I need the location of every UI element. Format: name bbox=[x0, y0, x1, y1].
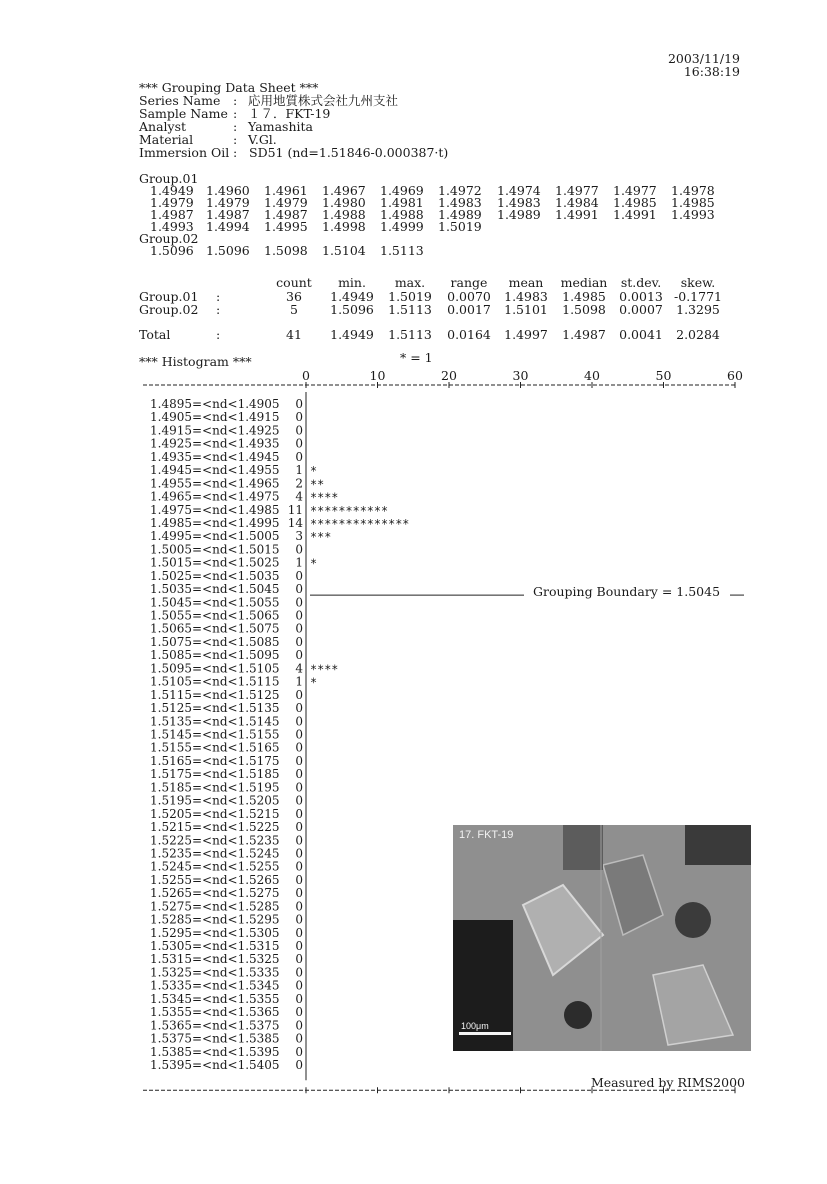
photo-texture bbox=[453, 825, 751, 1051]
bin-label: 1.5065=<nd<1.5075 bbox=[150, 621, 280, 636]
bin-count: 0 bbox=[295, 1005, 303, 1020]
bin-count: 0 bbox=[295, 939, 303, 954]
meta-colon: : bbox=[233, 106, 238, 121]
stats-cell: 0.0070 bbox=[447, 289, 491, 304]
stats-cell: 1.3295 bbox=[676, 302, 720, 317]
histogram-bar: *********** bbox=[310, 503, 389, 518]
report-date: 2003/11/19 bbox=[667, 51, 740, 66]
stats-cell: 0.0017 bbox=[447, 302, 491, 317]
bin-count: 0 bbox=[295, 1031, 303, 1046]
histogram-bar: * bbox=[310, 464, 318, 479]
bin-count: 4 bbox=[295, 661, 303, 676]
x-tick-label: 10 bbox=[369, 368, 386, 383]
bin-label: 1.5245=<nd<1.5255 bbox=[150, 859, 280, 874]
stats-cell: 2.0284 bbox=[676, 327, 720, 342]
bin-label: 1.5355=<nd<1.5365 bbox=[150, 1005, 280, 1020]
bin-label: 1.5275=<nd<1.5285 bbox=[150, 899, 280, 914]
bin-label: 1.5105=<nd<1.5115 bbox=[150, 674, 280, 689]
stats-cell: 1.4987 bbox=[562, 327, 606, 342]
bin-label: 1.5205=<nd<1.5215 bbox=[150, 806, 280, 821]
bin-count: 0 bbox=[295, 542, 303, 557]
stats-header: st.dev. bbox=[620, 275, 662, 290]
group-value: 1.4988 bbox=[322, 207, 366, 222]
bin-count: 0 bbox=[295, 753, 303, 768]
stats-cell: 0.0007 bbox=[619, 302, 663, 317]
group-value: 1.4985 bbox=[671, 195, 715, 210]
bin-count: 0 bbox=[295, 925, 303, 940]
bin-count: 0 bbox=[295, 727, 303, 742]
stats-cell: 1.5101 bbox=[504, 302, 548, 317]
bin-count: 0 bbox=[295, 648, 303, 663]
stats-cell: 1.5098 bbox=[562, 302, 606, 317]
bin-label: 1.5195=<nd<1.5205 bbox=[150, 793, 280, 808]
bin-label: 1.4895=<nd<1.4905 bbox=[150, 397, 280, 411]
stats-cell: 1.5113 bbox=[388, 327, 432, 342]
group-value: 1.4999 bbox=[380, 219, 424, 234]
bin-count: 14 bbox=[287, 515, 303, 530]
bin-count: 0 bbox=[295, 1044, 303, 1059]
stats-cell: 1.4949 bbox=[330, 289, 374, 304]
x-tick-label: 0 bbox=[302, 368, 310, 383]
group-value: 1.5019 bbox=[438, 219, 482, 234]
group-name: Group.02 bbox=[139, 231, 199, 246]
group-value: 1.4972 bbox=[438, 183, 482, 198]
bin-label: 1.5115=<nd<1.5125 bbox=[150, 687, 280, 702]
group-value: 1.4979 bbox=[264, 195, 308, 210]
bin-label: 1.5375=<nd<1.5385 bbox=[150, 1031, 280, 1046]
bin-count: 0 bbox=[295, 820, 303, 835]
bin-label: 1.4975=<nd<1.4985 bbox=[150, 502, 280, 517]
x-tick-label: 40 bbox=[584, 368, 600, 383]
meta-colon: : bbox=[233, 132, 238, 147]
stats-cell: 1.4985 bbox=[562, 289, 606, 304]
stats-row-sep: : bbox=[216, 327, 221, 342]
stats-row-sep: : bbox=[216, 302, 221, 317]
x-tick-label: 30 bbox=[512, 368, 529, 383]
group-value: 1.4979 bbox=[206, 195, 250, 210]
stats-header: count bbox=[276, 275, 312, 290]
bin-label: 1.4905=<nd<1.4915 bbox=[150, 410, 280, 425]
stats-cell: 0.0041 bbox=[619, 327, 663, 342]
meta-label: Series Name bbox=[139, 93, 221, 108]
bin-label: 1.5215=<nd<1.5225 bbox=[150, 820, 280, 835]
group-value: 1.5113 bbox=[380, 243, 424, 258]
stats-row-sep: : bbox=[216, 289, 221, 304]
group-value: 1.4977 bbox=[613, 183, 657, 198]
group-value: 1.4983 bbox=[438, 195, 482, 210]
stats-cell: 1.4983 bbox=[504, 289, 548, 304]
group-value: 1.5098 bbox=[264, 243, 308, 258]
stats-cell: 36 bbox=[286, 289, 302, 304]
group-value: 1.4985 bbox=[613, 195, 657, 210]
bin-label: 1.5095=<nd<1.5105 bbox=[150, 661, 280, 676]
meta-value: 応用地質株式会社九州支社 bbox=[248, 93, 399, 108]
bin-count: 0 bbox=[295, 582, 303, 597]
stats-header: range bbox=[450, 275, 488, 290]
group-value: 1.5104 bbox=[322, 243, 366, 258]
meta-colon: : bbox=[233, 119, 238, 134]
bin-count: 2 bbox=[295, 476, 303, 491]
bin-label: 1.5335=<nd<1.5345 bbox=[150, 978, 280, 993]
bin-label: 1.5255=<nd<1.5265 bbox=[150, 872, 280, 887]
stats-row-label: Total bbox=[139, 327, 171, 342]
group-value: 1.5096 bbox=[206, 243, 250, 258]
bin-count: 11 bbox=[287, 502, 303, 517]
bin-count: 0 bbox=[295, 701, 303, 716]
bin-label: 1.5285=<nd<1.5295 bbox=[150, 912, 280, 927]
stats-header: mean bbox=[508, 275, 544, 290]
bin-count: 0 bbox=[295, 806, 303, 821]
bin-label: 1.5035=<nd<1.5045 bbox=[150, 582, 280, 597]
group-value: 1.4991 bbox=[613, 207, 657, 222]
group-value: 1.4983 bbox=[497, 195, 541, 210]
group-value: 1.4987 bbox=[264, 207, 308, 222]
histogram-bar: **** bbox=[310, 490, 339, 505]
bin-label: 1.5025=<nd<1.5035 bbox=[150, 568, 280, 583]
bin-label: 1.5185=<nd<1.5195 bbox=[150, 780, 280, 795]
bin-count: 0 bbox=[295, 965, 303, 980]
bin-count: 0 bbox=[295, 991, 303, 1006]
group-value: 1.4969 bbox=[380, 183, 424, 198]
bin-count: 0 bbox=[295, 687, 303, 702]
bin-label: 1.5165=<nd<1.5175 bbox=[150, 753, 280, 768]
bin-label: 1.5305=<nd<1.5315 bbox=[150, 939, 280, 954]
bin-count: 0 bbox=[295, 595, 303, 610]
bin-label: 1.5125=<nd<1.5135 bbox=[150, 701, 280, 716]
bin-label: 1.5295=<nd<1.5305 bbox=[150, 925, 280, 940]
sheet-title: *** Grouping Data Sheet *** bbox=[139, 80, 319, 95]
bin-label: 1.5385=<nd<1.5395 bbox=[150, 1044, 280, 1059]
scale-bar-label: 100μm bbox=[461, 1021, 489, 1031]
stats-row-label: Group.01 bbox=[139, 289, 199, 304]
stats-cell: 5 bbox=[290, 302, 298, 317]
histogram-bar: ** bbox=[310, 477, 325, 492]
meta-label: Sample Name bbox=[139, 106, 228, 121]
stats-header: median bbox=[560, 275, 608, 290]
scale-note: * = 1 bbox=[400, 350, 433, 365]
bin-label: 1.5315=<nd<1.5325 bbox=[150, 952, 280, 967]
histogram-bar: * bbox=[310, 675, 318, 690]
bin-count: 0 bbox=[295, 1058, 303, 1072]
group-value: 1.4961 bbox=[264, 183, 308, 198]
bin-count: 0 bbox=[295, 780, 303, 795]
stats-cell: -0.1771 bbox=[674, 289, 722, 304]
bin-label: 1.5055=<nd<1.5065 bbox=[150, 608, 280, 623]
bin-count: 1 bbox=[295, 674, 303, 689]
bin-label: 1.5135=<nd<1.5145 bbox=[150, 714, 280, 729]
stats-cell: 1.4949 bbox=[330, 327, 374, 342]
bin-label: 1.4935=<nd<1.4945 bbox=[150, 449, 280, 464]
bin-count: 0 bbox=[295, 1018, 303, 1033]
bin-count: 0 bbox=[295, 833, 303, 848]
bin-label: 1.5145=<nd<1.5155 bbox=[150, 727, 280, 742]
group-value: 1.4998 bbox=[322, 219, 366, 234]
bin-label: 1.4945=<nd<1.4955 bbox=[150, 463, 280, 478]
bin-count: 0 bbox=[295, 952, 303, 967]
bin-count: 0 bbox=[295, 872, 303, 887]
bin-label: 1.5395=<nd<1.5405 bbox=[150, 1058, 280, 1072]
group-value: 1.4987 bbox=[206, 207, 250, 222]
scale-bar bbox=[459, 1032, 511, 1035]
footer-note: Measured by RIMS2000 bbox=[590, 1075, 745, 1090]
group-value: 1.4994 bbox=[206, 219, 250, 234]
group-value: 1.4960 bbox=[206, 183, 250, 198]
meta-value: Yamashita bbox=[248, 119, 313, 134]
histogram-bar: * bbox=[310, 556, 318, 571]
bin-label: 1.5005=<nd<1.5015 bbox=[150, 542, 280, 557]
group-value: 1.4993 bbox=[671, 207, 715, 222]
group-value: 1.4977 bbox=[555, 183, 599, 198]
histogram-title: *** Histogram *** bbox=[139, 354, 252, 369]
report-time: 16:38:19 bbox=[683, 64, 740, 79]
bin-count: 0 bbox=[295, 568, 303, 583]
bin-count: 0 bbox=[295, 714, 303, 729]
stats-header: skew. bbox=[680, 275, 716, 290]
meta-label: Immersion Oil bbox=[139, 145, 230, 160]
bin-label: 1.5045=<nd<1.5055 bbox=[150, 595, 280, 610]
stats-cell: 1.4997 bbox=[504, 327, 548, 342]
bin-label: 1.5085=<nd<1.5095 bbox=[150, 648, 280, 663]
x-tick-label: 60 bbox=[727, 368, 743, 383]
x-tick-label: 20 bbox=[441, 368, 457, 383]
histogram-bar: *** bbox=[310, 530, 332, 545]
bin-count: 4 bbox=[295, 489, 303, 504]
bin-label: 1.4915=<nd<1.4925 bbox=[150, 423, 280, 438]
histogram-bar: **** bbox=[310, 662, 339, 677]
bin-count: 0 bbox=[295, 846, 303, 861]
bin-count: 3 bbox=[295, 529, 303, 544]
bin-count: 0 bbox=[295, 740, 303, 755]
meta-colon: : bbox=[233, 93, 238, 108]
stats-cell: 1.5019 bbox=[388, 289, 432, 304]
group-value: 1.4967 bbox=[322, 183, 366, 198]
stats-header: min. bbox=[338, 275, 366, 290]
bin-label: 1.4985=<nd<1.4995 bbox=[150, 515, 280, 530]
meta-label: Analyst bbox=[139, 119, 187, 134]
grouping-boundary-label: Grouping Boundary = 1.5045 bbox=[533, 584, 721, 600]
bin-count: 0 bbox=[295, 899, 303, 914]
bin-count: 0 bbox=[295, 912, 303, 927]
bin-count: 0 bbox=[295, 621, 303, 636]
group-value: 1.4949 bbox=[150, 183, 194, 198]
group-value: 1.4974 bbox=[497, 183, 541, 198]
meta-value: SD51 (nd=1.51846-0.000387·t) bbox=[249, 145, 449, 160]
bin-count: 0 bbox=[295, 410, 303, 425]
bin-count: 0 bbox=[295, 859, 303, 874]
bin-label: 1.5155=<nd<1.5165 bbox=[150, 740, 280, 755]
meta-value: １７．FKT-19 bbox=[248, 106, 331, 121]
stats-cell: 0.0013 bbox=[619, 289, 663, 304]
bin-count: 0 bbox=[295, 423, 303, 438]
group-value: 1.4981 bbox=[380, 195, 424, 210]
group-value: 1.4991 bbox=[555, 207, 599, 222]
bin-label: 1.5015=<nd<1.5025 bbox=[150, 555, 280, 570]
bin-count: 0 bbox=[295, 397, 303, 411]
bin-label: 1.5265=<nd<1.5275 bbox=[150, 886, 280, 901]
bin-count: 1 bbox=[295, 555, 303, 570]
bin-label: 1.5345=<nd<1.5355 bbox=[150, 991, 280, 1006]
bin-label: 1.5225=<nd<1.5235 bbox=[150, 833, 280, 848]
group-value: 1.5096 bbox=[150, 243, 194, 258]
group-value: 1.4987 bbox=[150, 207, 194, 222]
bin-count: 0 bbox=[295, 978, 303, 993]
group-value: 1.4989 bbox=[497, 207, 541, 222]
group-value: 1.4978 bbox=[671, 183, 715, 198]
group-value: 1.4980 bbox=[322, 195, 366, 210]
sample-photo bbox=[453, 825, 751, 1051]
bin-count: 1 bbox=[295, 463, 303, 478]
stats-cell: 0.0164 bbox=[447, 327, 491, 342]
bin-count: 0 bbox=[295, 767, 303, 782]
stats-cell: 1.5096 bbox=[330, 302, 374, 317]
group-value: 1.4995 bbox=[264, 219, 308, 234]
bin-count: 0 bbox=[295, 449, 303, 464]
bin-count: 0 bbox=[295, 436, 303, 451]
x-tick-label: 50 bbox=[655, 368, 672, 383]
stats-header: max. bbox=[394, 275, 426, 290]
group-name: Group.01 bbox=[139, 171, 199, 186]
histogram-bar: ************** bbox=[310, 516, 410, 531]
group-value: 1.4979 bbox=[150, 195, 194, 210]
bin-label: 1.4995=<nd<1.5005 bbox=[150, 529, 280, 544]
bin-label: 1.5175=<nd<1.5185 bbox=[150, 767, 280, 782]
group-value: 1.4993 bbox=[150, 219, 194, 234]
group-value: 1.4988 bbox=[380, 207, 424, 222]
group-value: 1.4989 bbox=[438, 207, 482, 222]
bin-label: 1.5365=<nd<1.5375 bbox=[150, 1018, 280, 1033]
bin-label: 1.4955=<nd<1.4965 bbox=[150, 476, 280, 491]
bin-label: 1.5325=<nd<1.5335 bbox=[150, 965, 280, 980]
bin-count: 0 bbox=[295, 886, 303, 901]
group-value: 1.4984 bbox=[555, 195, 599, 210]
bin-count: 0 bbox=[295, 608, 303, 623]
bin-label: 1.5075=<nd<1.5085 bbox=[150, 634, 280, 649]
bin-count: 0 bbox=[295, 793, 303, 808]
photo-label: 17. FKT-19 bbox=[459, 829, 514, 841]
stats-cell: 41 bbox=[286, 327, 302, 342]
meta-colon: : bbox=[233, 145, 238, 160]
stats-cell: 1.5113 bbox=[388, 302, 432, 317]
bin-label: 1.5235=<nd<1.5245 bbox=[150, 846, 280, 861]
meta-value: V.Gl. bbox=[248, 132, 277, 147]
bin-label: 1.4965=<nd<1.4975 bbox=[150, 489, 280, 504]
bin-count: 0 bbox=[295, 634, 303, 649]
stats-row-label: Group.02 bbox=[139, 302, 199, 317]
bin-label: 1.4925=<nd<1.4935 bbox=[150, 436, 280, 451]
meta-label: Material bbox=[139, 132, 194, 147]
